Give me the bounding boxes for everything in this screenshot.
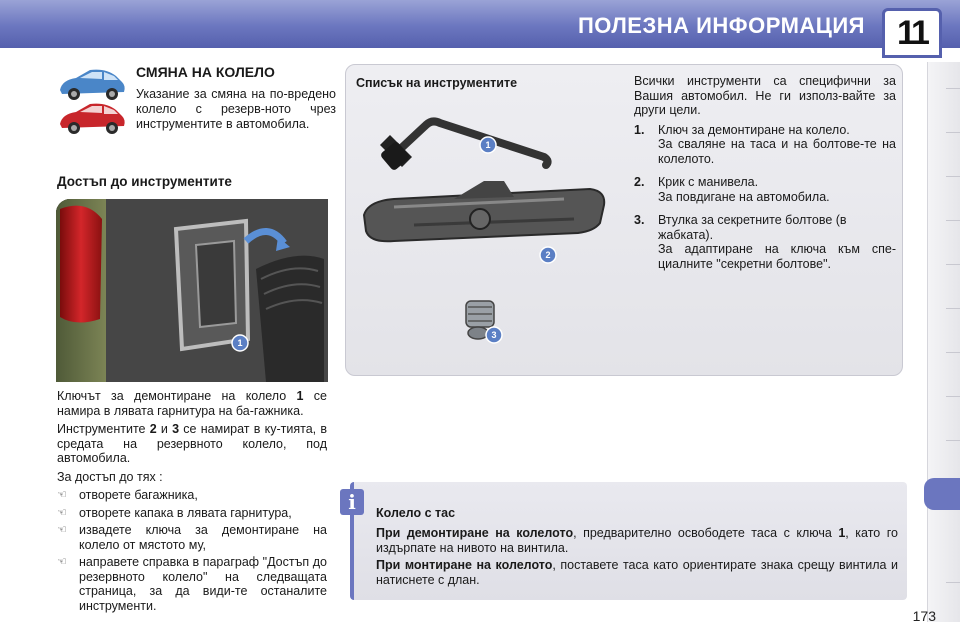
- info-title: Колело с тас: [376, 506, 456, 520]
- trunk-illustration: [56, 199, 328, 382]
- info-line-fitting: При монтиране на колелото, поставете таса като ориентирате знака срещу винтила и натиснете с длан.: [376, 558, 898, 587]
- list-item: 1. Ключ за демонтиране на колело. За сваляне на таса и на болтове-те на колелото.: [634, 122, 896, 166]
- thumb-index-active-tab[interactable]: [924, 478, 960, 510]
- list-item: ☜ отворете багажника,: [57, 488, 198, 502]
- tools-illustration: [354, 95, 624, 375]
- tool-badge-2: 2: [545, 250, 551, 260]
- bullet-icon: ☜: [57, 506, 67, 519]
- info-icon: i: [340, 489, 364, 515]
- chapter-tab: [882, 8, 942, 58]
- car-blue-icon: [56, 64, 128, 134]
- access-paragraph-1: Ключът за демонтиране на колело 1 се намира в лявата гарнитура на ба-гажника.: [57, 389, 327, 418]
- bullet-icon: ☜: [57, 524, 67, 536]
- list-item: ☜ извадете ключа за демонтиране на колело от мястото му,: [57, 523, 327, 552]
- trunk-badge-1: 1: [237, 338, 243, 348]
- list-item: 2. Крик с манивела. За повдигане на автомобила.: [634, 175, 830, 204]
- list-item: 3. Втулка за секретните болтове (в жабката). За адаптиране на ключа към спе-циалните "секретни болтове".: [634, 213, 896, 271]
- info-box: [350, 482, 907, 600]
- tools-heading: Списък на инструментите: [356, 76, 518, 90]
- access-instructions: [57, 389, 327, 616]
- thumb-index: [927, 62, 960, 622]
- info-line-removal: При демонтиране на колелото, предварително освободете таса с ключа 1, като го издърпате на нивото на винтила.: [376, 526, 898, 555]
- access-paragraph-3: За достъп до тях :: [57, 469, 163, 484]
- access-paragraph-2: Инструментите 2 и 3 се намират в ку-тията, в средата на резервното колело, под автомобила.: [57, 422, 328, 465]
- tool-badge-1: 1: [485, 140, 491, 150]
- tool-badge-3: 3: [491, 330, 497, 340]
- chapter-header: [0, 0, 960, 52]
- bullet-icon: ☜: [57, 556, 67, 568]
- list-item: ☜ направете справка в параграф "Достъп до резервното колело" на следващата страница, за да види-те останалите инструменти.: [57, 555, 327, 613]
- car-icons: [56, 64, 128, 134]
- section-title: СМЯНА НА КОЛЕЛО: [136, 64, 275, 80]
- tools-intro: Всички инструменти са специфични за Вашия автомобил. Не ги използ-вайте за други цели.: [634, 74, 896, 117]
- page-number: 173: [912, 608, 936, 624]
- tools-panel: [345, 64, 903, 376]
- list-item: ☜ отворете капака в лявата гарнитура,: [57, 505, 292, 520]
- section-intro: Указание за смяна на по-вредено колело с резерв-ното чрез инструментите в автомобила.: [136, 87, 336, 131]
- access-title: Достъп до инструментите: [57, 174, 232, 189]
- chapter-title: ПОЛЕЗНА ИНФОРМАЦИЯ: [577, 13, 865, 38]
- tools-list: [634, 74, 896, 280]
- bullet-icon: ☜: [57, 489, 67, 501]
- chapter-number: 11: [897, 13, 927, 52]
